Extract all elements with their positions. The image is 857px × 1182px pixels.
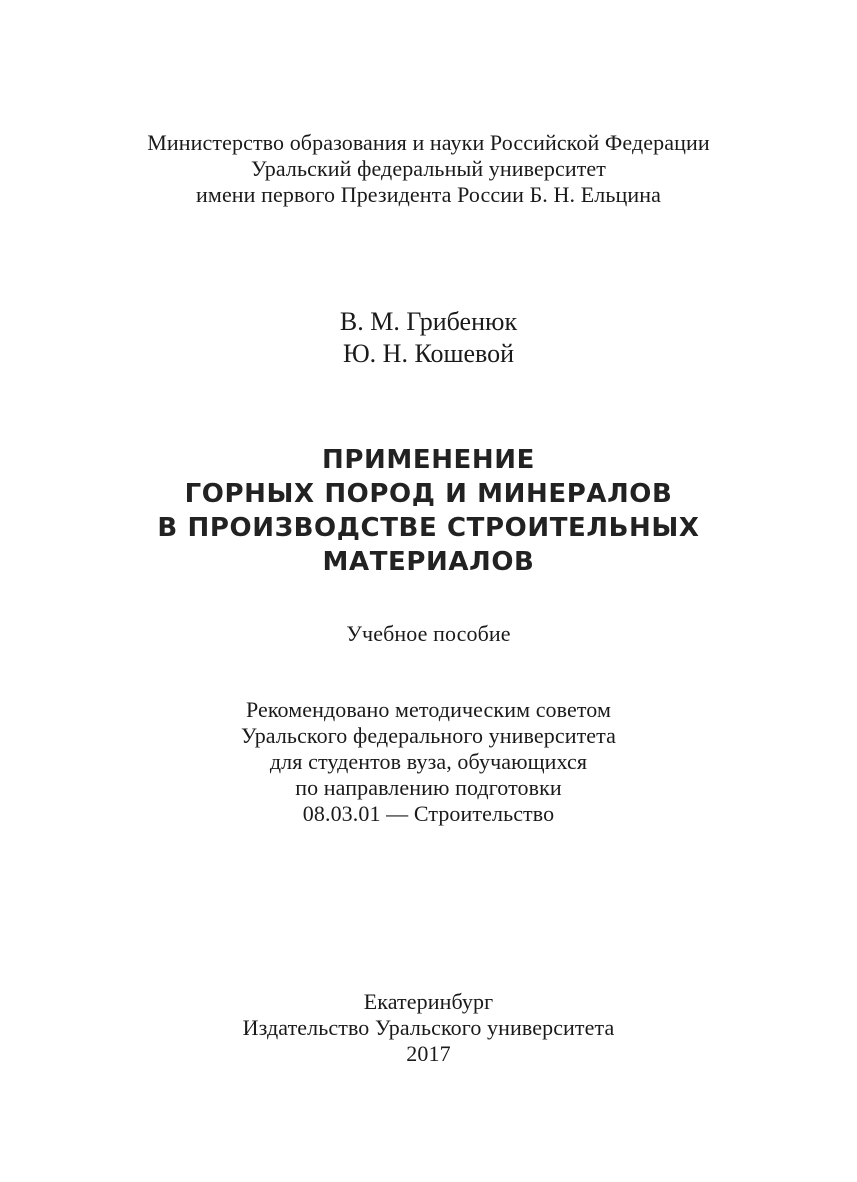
recommendation-line-5: 08.03.01 — Строительство (302, 801, 555, 826)
imprint-publisher: Издательство Уральского университета (242, 1015, 615, 1040)
subtitle-text: Учебное пособие (346, 621, 511, 646)
book-subtitle (0, 621, 857, 647)
authors (0, 306, 857, 370)
recommendation-line-4: по направлению подготовки (295, 775, 562, 800)
imprint-year: 2017 (406, 1041, 451, 1066)
title-line-4: МАТЕРИАЛОВ (322, 547, 535, 577)
author-2: Ю. Н. Кошевой (342, 339, 515, 368)
recommendation-line-2: Уральского федерального университета (240, 723, 617, 748)
author-1: В. М. Грибенюк (339, 307, 518, 336)
recommendation-note (0, 697, 857, 827)
book-title (0, 443, 857, 579)
university-line: Уральский федеральный университет (251, 156, 606, 181)
title-line-2: ГОРНЫХ ПОРОД И МИНЕРАЛОВ (184, 479, 673, 509)
recommendation-line-1: Рекомендовано методическим советом (245, 697, 612, 722)
imprint-city: Екатеринбург (363, 989, 494, 1014)
ministry-line: Министерство образования и науки Российской Федерации (147, 130, 710, 155)
institution-header (0, 130, 857, 208)
university-name-line: имени первого Президента России Б. Н. Ельцина (196, 182, 661, 207)
title-line-3: В ПРОИЗВОДСТВЕ СТРОИТЕЛЬНЫХ (157, 513, 700, 543)
recommendation-line-3: для студентов вуза, обучающихся (269, 749, 588, 774)
imprint (0, 989, 857, 1067)
title-line-1: ПРИМЕНЕНИЕ (321, 445, 535, 475)
